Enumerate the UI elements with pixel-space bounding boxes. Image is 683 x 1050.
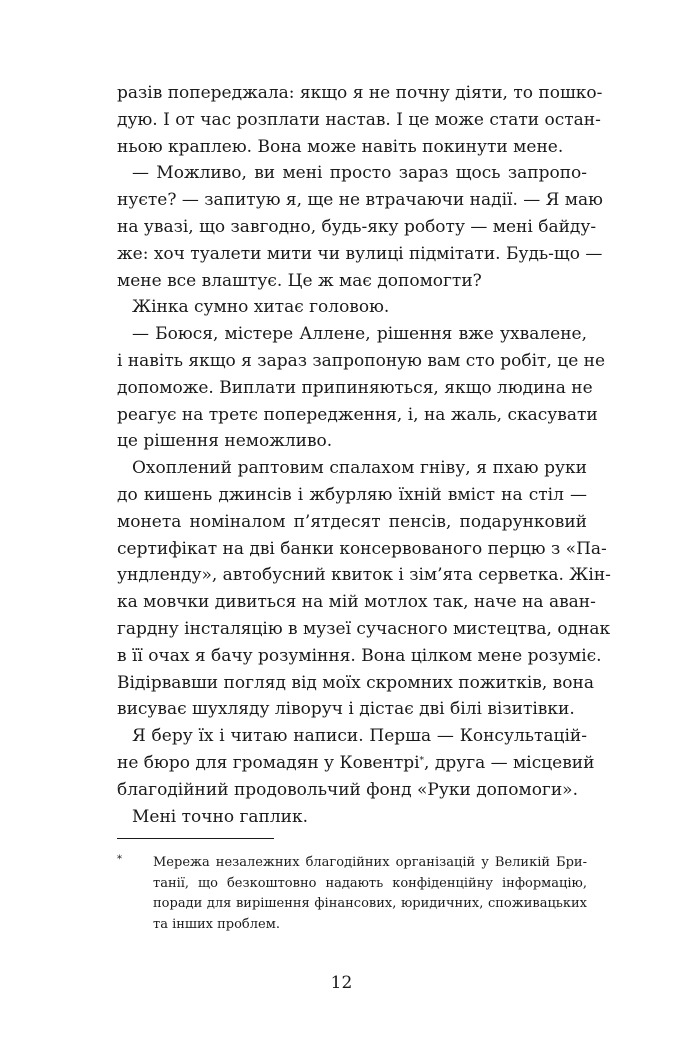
text-line: — Боюся, містере Аллене, рішення вже ухвалене, (132, 324, 587, 345)
text-line-with-footnote (117, 750, 595, 777)
text-line: дую. І от час розплати настав. І це може стати остан- (117, 109, 601, 130)
text-line: Охоплений раптовим спалахом гніву, я пхаю руки (132, 458, 587, 479)
footnote-line: та інших проблем. (153, 916, 280, 932)
text-line: в її очах я бачу розуміння. Вона цілком мене розуміє. (117, 645, 602, 666)
footnote-divider (117, 838, 274, 839)
text-line: гардну інсталяцію в музеї сучасного мистецтва, однак (117, 618, 611, 639)
text-line: допоможе. Виплати припиняються, якщо людина не (117, 377, 593, 398)
footnote-line: танії, що безкоштовно надають конфіденційну інформацію, (153, 875, 587, 891)
text-segment: не бюро для громадян у Ковентрі (117, 752, 420, 773)
text-line: мене все влаштує. Це ж має допомогти? (117, 270, 482, 291)
text-line: благодійний продовольчий фонд «Руки допомоги». (117, 779, 578, 800)
text-line: до кишень джинсів і жбурляю їхній вміст на стіл — (117, 484, 587, 505)
footnote (117, 853, 587, 935)
text-segment: , друга — місцевий (424, 752, 595, 773)
text-line: висуває шухляду ліворуч і дістає дві білі візитівки. (117, 699, 575, 720)
text-line: це рішення неможливо. (117, 431, 333, 452)
text-line: на увазі, що завгодно, будь-яку роботу — мені байду- (117, 216, 597, 237)
text-line: Я беру їх і читаю написи. Перша — Консультацій- (132, 726, 587, 747)
text-line: разів попереджала: якщо я не почну діяти, то пошко- (117, 83, 603, 103)
text-line: нуєте? — запитую я, ще не втрачаючи надії. — Я маю (117, 190, 603, 211)
text-line: Жінка сумно хитає головою. (132, 297, 390, 318)
text-line: Мені точно гаплик. (132, 806, 309, 827)
footnote-text (153, 853, 587, 935)
text-line: же: хоч туалети мити чи вулиці підмітати. Будь-що — (117, 243, 603, 264)
text-line: Відірвавши погляд від моїх скромних пожитків, вона (117, 672, 594, 693)
text-line: ка мовчки дивиться на мій мотлох так, наче на аван- (117, 592, 596, 613)
footnote-reference[interactable]: * (419, 755, 425, 766)
text-line: реагує на третє попередження, і, на жаль, скасувати (117, 404, 598, 425)
page-number: 12 (330, 973, 353, 993)
text-line: — Можливо, ви мені просто зараз щось запропо- (132, 163, 587, 184)
footnote-line: Мережа незалежних благодійних організацій у Великій Бри- (153, 855, 587, 870)
main-text (117, 80, 611, 830)
footnote-marker: * (117, 854, 122, 865)
text-line: ньою краплею. Вона може навіть покинути мене. (117, 136, 564, 157)
text-line: монета номіналом п’ятдесят пенсів, подарунковий (117, 511, 587, 532)
text-line: ундленду», автобусний квиток і зім’ята серветка. Жін- (117, 565, 611, 586)
text-line: і навіть якщо я зараз запропоную вам сто робіт, це не (117, 350, 606, 371)
footnote-line: поради для вирішення фінансових, юридичних, споживацьких (153, 896, 587, 911)
text-line: сертифікат на дві банки консервованого перцю з «Па- (117, 538, 607, 559)
